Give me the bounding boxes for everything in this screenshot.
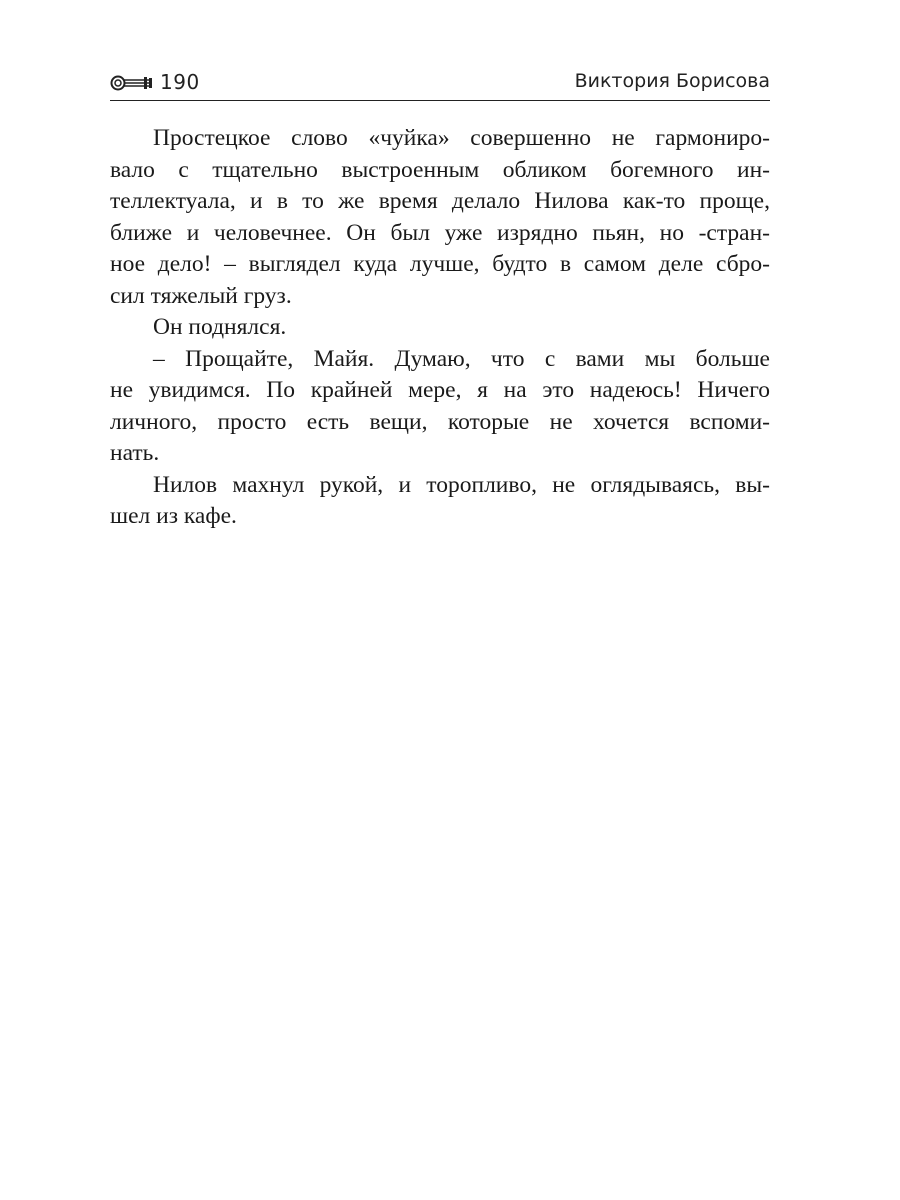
text-line: сил тяжелый груз. bbox=[110, 282, 292, 309]
text-line: Нилов махнул рукой, и торопливо, не оглядываясь, вы- bbox=[153, 471, 770, 498]
text-line: нать. bbox=[110, 440, 160, 466]
text-line: шел из кафе. bbox=[110, 503, 237, 529]
body-text bbox=[110, 123, 770, 533]
text-line: личного, просто есть вещи, которые не хочется вспоми- bbox=[110, 408, 770, 435]
key-ornament-icon bbox=[110, 74, 154, 92]
text-line: – Прощайте, Майя. Думаю, что с вами мы больше bbox=[153, 345, 770, 372]
author-name: Виктория Борисова bbox=[574, 70, 770, 92]
text-line: Простецкое слово «чуйка» совершенно не гармониро- bbox=[153, 125, 770, 151]
text-line: ближе и человечнее. Он был уже изрядно пьян, но -стран- bbox=[110, 219, 770, 246]
text-line: Он поднялся. bbox=[153, 314, 287, 340]
text-line: не увидимся. По крайней мере, я на это надеюсь! Ничего bbox=[110, 377, 770, 403]
text-line: ное дело! – выглядел куда лучше, будто в самом деле сбро- bbox=[110, 251, 770, 277]
text-line: теллектуала, и в то же время делало Нилова как-то проще, bbox=[110, 188, 770, 214]
running-header bbox=[110, 66, 770, 101]
text-line: вало с тщательно выстроенным обликом богемного ин- bbox=[110, 156, 770, 183]
page-number: 190 bbox=[160, 70, 200, 94]
book-page bbox=[110, 66, 770, 533]
